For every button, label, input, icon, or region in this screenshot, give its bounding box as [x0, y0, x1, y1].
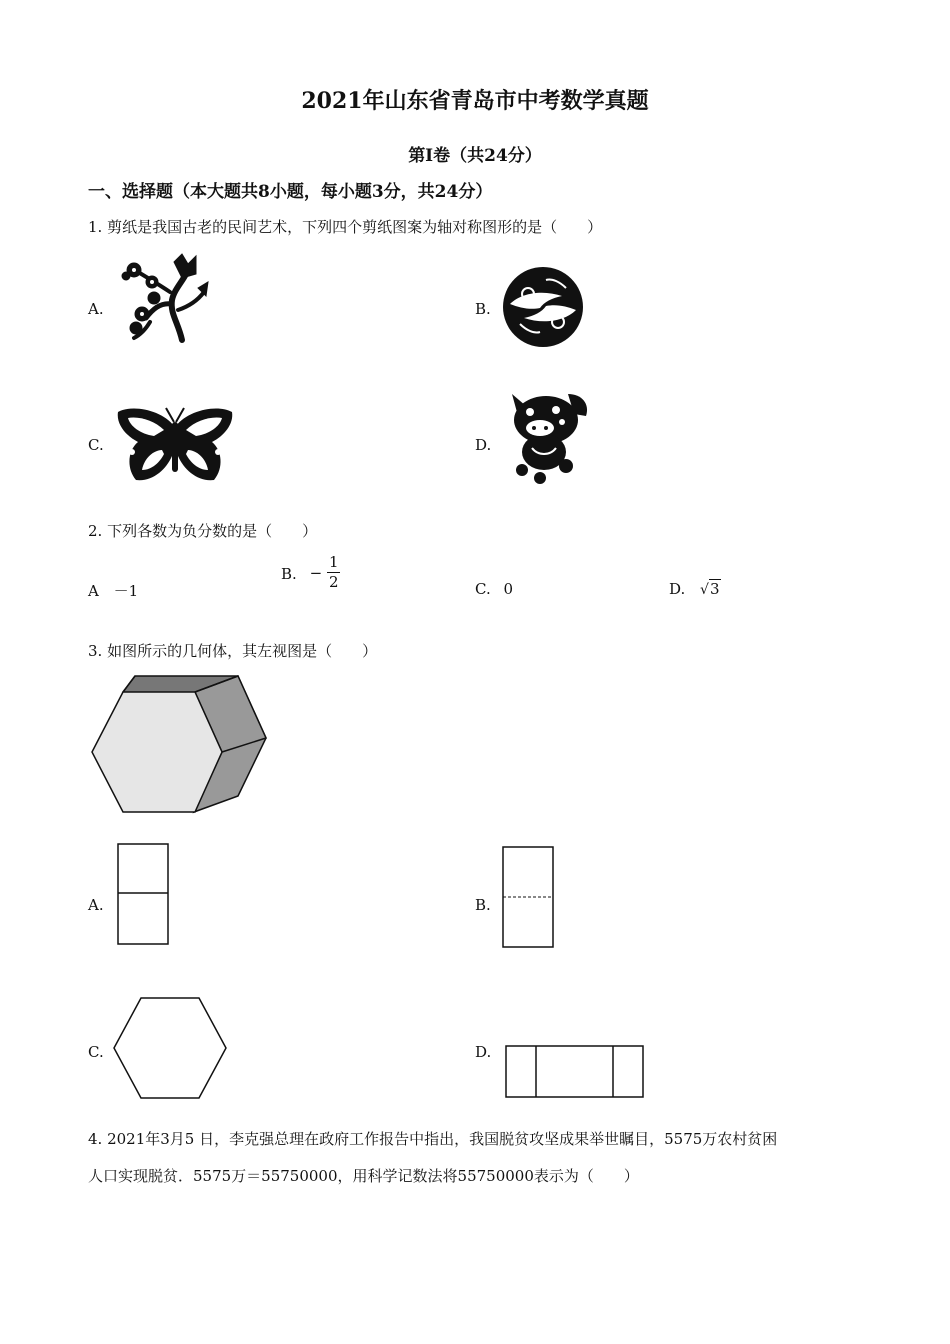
q2-option-b[interactable] — [281, 555, 340, 590]
radical-sign-icon: √ — [700, 582, 709, 598]
q2-option-b-label: B. — [281, 564, 297, 583]
q3-option-b-figure — [502, 846, 554, 948]
q2-option-c[interactable] — [475, 580, 513, 598]
pig-papercut-icon — [504, 386, 590, 486]
q2-option-b-sign: − — [309, 563, 323, 582]
butterfly-papercut-icon — [114, 406, 236, 486]
plum-blossom-papercut-icon — [112, 252, 212, 344]
volume-heading: 第Ⅰ卷（共24分） — [408, 146, 542, 166]
section-heading: 一、选择题（本大题共8小题，每小题3分，共24分） — [88, 182, 493, 202]
page-title: 2021年山东省青岛市中考数学真题 — [301, 88, 649, 114]
q3-option-b-label[interactable]: B. — [475, 896, 491, 914]
question-3-stem: 3. 如图所示的几何体，其左视图是（ ） — [88, 642, 378, 660]
question-4-stem-line-1: 4. 2021年3月5 日，李克强总理在政府工作报告中指出，我国脱贫攻坚成果举世瞩目，5575万农村贫困 — [88, 1130, 778, 1148]
q2-option-a-value: －1 — [113, 582, 139, 600]
q3-option-d-figure — [505, 1045, 645, 1099]
q2-option-c-label: C. — [475, 580, 491, 598]
q2-option-d[interactable] — [669, 580, 721, 598]
q1-option-d-label[interactable]: D. — [475, 436, 492, 454]
q2-option-a-label: A — [88, 582, 99, 600]
question-2-stem: 2. 下列各数为负分数的是（ ） — [88, 522, 318, 540]
fraction-denominator: 2 — [328, 573, 339, 591]
q3-option-a-label[interactable]: A. — [88, 896, 104, 914]
q3-option-c-figure — [112, 996, 228, 1100]
q2-option-d-sqrt — [700, 580, 720, 598]
hexagonal-prism-figure — [88, 672, 272, 816]
q2-option-a[interactable] — [88, 580, 138, 601]
question-4-stem-line-2: 人口实现脱贫．5575万＝55750000，用科学记数法将55750000表示为（ ） — [88, 1167, 639, 1185]
radicand: 3 — [709, 580, 720, 598]
q2-option-b-fraction — [327, 555, 341, 590]
q3-option-a-figure — [117, 843, 169, 945]
q3-option-d-label[interactable]: D. — [475, 1043, 492, 1061]
q2-option-c-value: 0 — [503, 580, 514, 598]
fraction-numerator: 1 — [328, 553, 339, 571]
q1-option-c-label[interactable]: C. — [88, 436, 104, 454]
q1-option-b-label[interactable]: B. — [475, 300, 491, 318]
two-fish-papercut-icon — [500, 264, 586, 350]
question-1-stem: 1. 剪纸是我国古老的民间艺术，下列四个剪纸图案为轴对称图形的是（ ） — [88, 218, 603, 236]
q2-option-d-label: D. — [669, 580, 686, 598]
q3-option-c-label[interactable]: C. — [88, 1043, 104, 1061]
q1-option-a-label[interactable]: A. — [88, 300, 104, 318]
